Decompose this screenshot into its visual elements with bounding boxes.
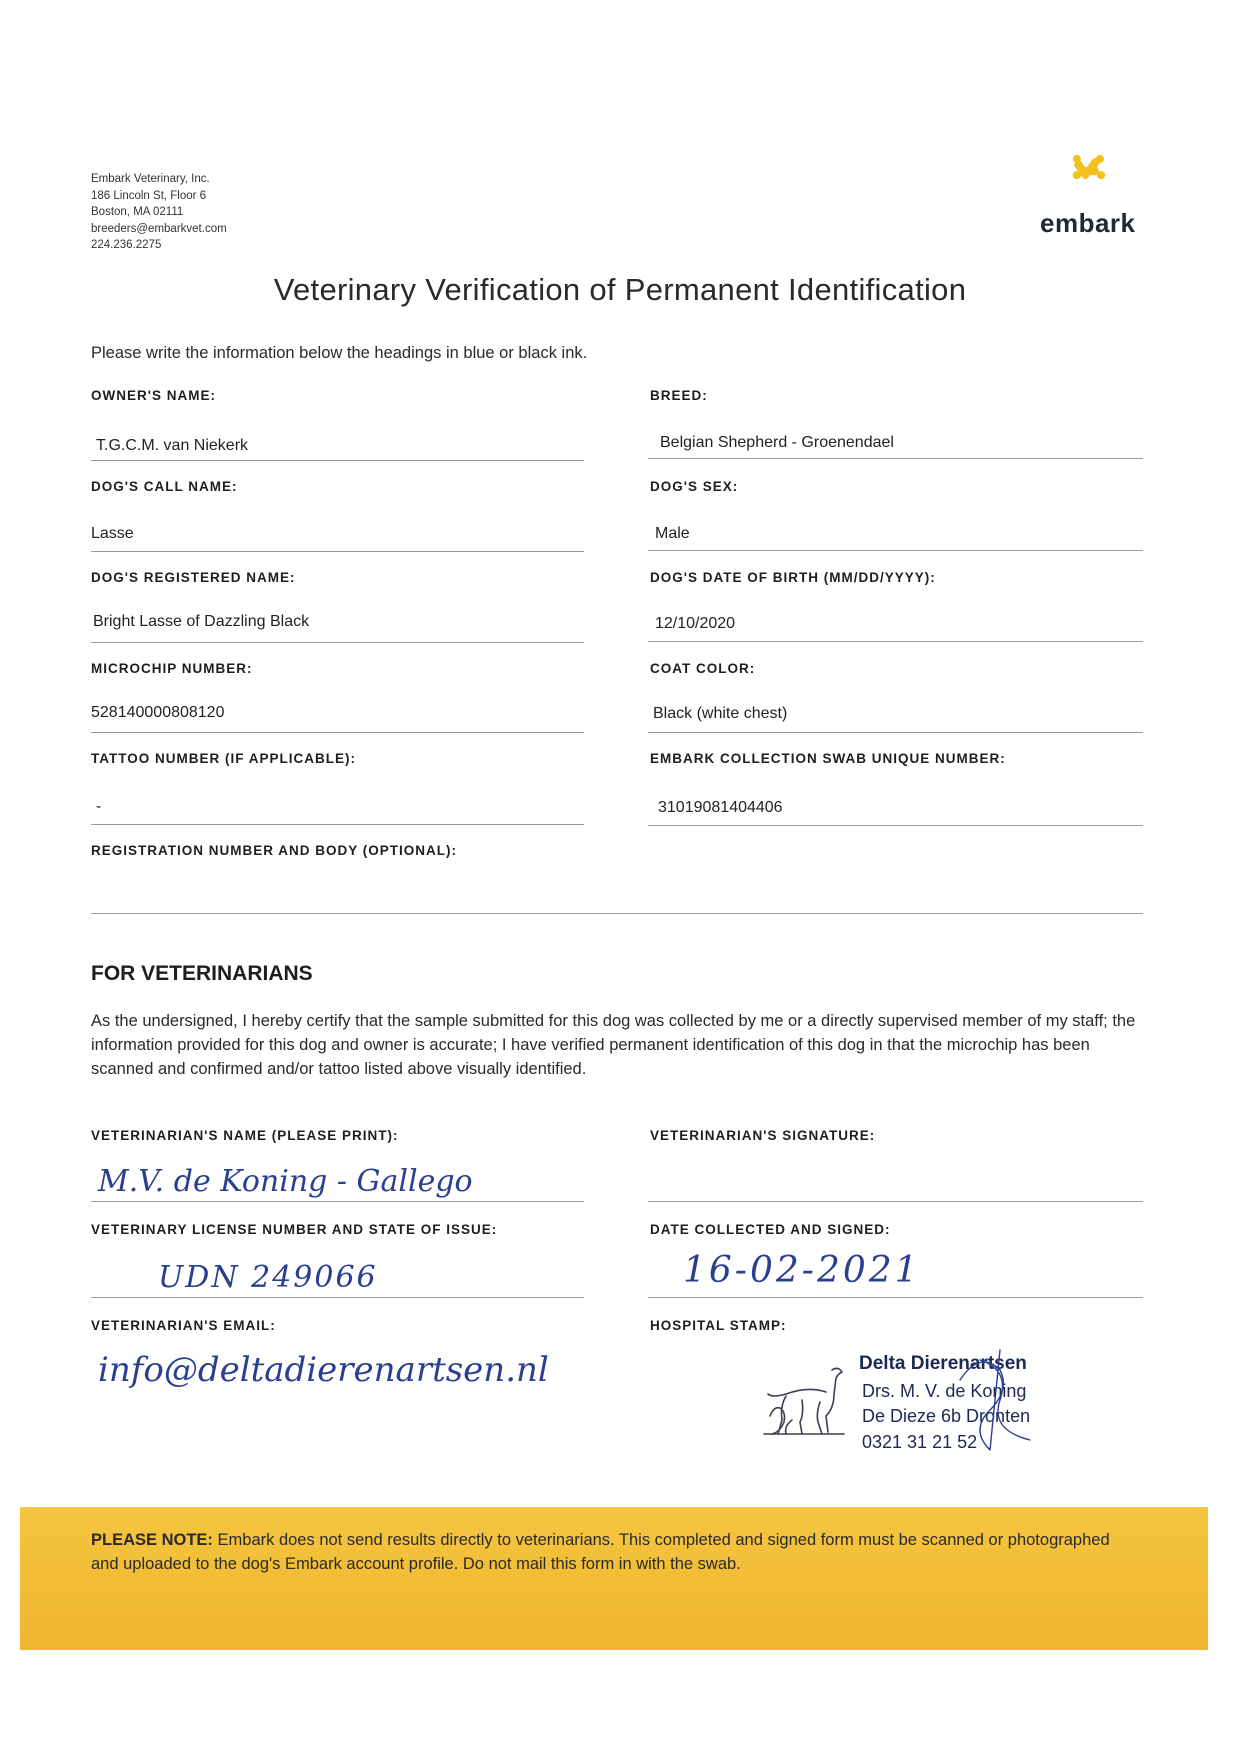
- date-signed-value[interactable]: 16-02-2021: [683, 1250, 921, 1291]
- registration-line: [91, 913, 1143, 914]
- breed-line: [648, 458, 1143, 459]
- microchip-line: [91, 732, 584, 733]
- form-instructions: Please write the information below the headings in blue or black ink.: [91, 344, 588, 362]
- sex-line: [648, 550, 1143, 551]
- vet-license-line: [91, 1297, 584, 1298]
- company-phone: 224.236.2275: [91, 239, 162, 251]
- vet-license-label: VETERINARY LICENSE NUMBER AND STATE OF ISSUE:: [91, 1222, 498, 1237]
- company-street: 186 Lincoln St, Floor 6: [91, 189, 207, 202]
- vet-name-line: [91, 1201, 584, 1202]
- swab-line: [648, 825, 1143, 826]
- note-bold-label: PLEASE NOTE:: [91, 1531, 213, 1549]
- swab-label: EMBARK COLLECTION SWAB UNIQUE NUMBER:: [650, 751, 1006, 766]
- hospital-stamp-label: HOSPITAL STAMP:: [650, 1318, 787, 1333]
- vet-signature-label: VETERINARIAN'S SIGNATURE:: [650, 1128, 876, 1143]
- company-address: [91, 171, 227, 254]
- form-title: Veterinary Verification of Permanent Identification: [273, 272, 967, 307]
- registration-label: REGISTRATION NUMBER AND BODY (OPTIONAL):: [91, 843, 457, 858]
- date-signed-label: DATE COLLECTED AND SIGNED:: [650, 1222, 891, 1237]
- call-name-label: DOG'S CALL NAME:: [91, 479, 238, 494]
- date-signed-line: [648, 1297, 1143, 1298]
- vet-name-label: VETERINARIAN'S NAME (PLEASE PRINT):: [91, 1128, 399, 1143]
- call-name-line: [91, 551, 584, 552]
- vets-heading: FOR VETERINARIANS: [91, 962, 313, 985]
- vet-email-label: VETERINARIAN'S EMAIL:: [91, 1318, 276, 1333]
- call-name-value[interactable]: Lasse: [91, 525, 134, 542]
- owner-name-label: OWNER'S NAME:: [91, 388, 216, 403]
- registered-name-value[interactable]: Bright Lasse of Dazzling Black: [93, 613, 310, 630]
- tattoo-label: TATTOO NUMBER (IF APPLICABLE):: [91, 751, 356, 766]
- note-body: Embark does not send results directly to veterinarians. This completed and signed form must be scanned or photographed and uploaded to the dog's Embark account profile. Do not mail this form in with the swab.: [91, 1531, 1110, 1573]
- company-email: breeders@embarkvet.com: [91, 222, 227, 235]
- owner-name-line: [91, 460, 584, 461]
- microchip-value[interactable]: 528140000808120: [91, 704, 225, 721]
- company-name: Embark Veterinary, Inc.: [91, 173, 210, 185]
- stamp-address-line: De Dieze 6b Dronten: [862, 1406, 1031, 1426]
- tattoo-value[interactable]: -: [96, 798, 102, 815]
- dob-value[interactable]: 12/10/2020: [655, 615, 736, 632]
- owner-name-value[interactable]: T.G.C.M. van Niekerk: [96, 437, 249, 454]
- embark-dog-bone-icon: [1065, 152, 1125, 204]
- signature-scribble: [940, 1340, 1050, 1460]
- tattoo-line: [91, 824, 584, 825]
- vets-certification: As the undersigned, I hereby certify that the sample submitted for this dog was collected by me or a directly supervised member of my staff; the information provided for this dog and owner is accurate; I have verified permanent identification of this dog in that the microchip has been scanned and confirmed and/or tattoo listed above visually identified.: [91, 1012, 1136, 1078]
- dob-line: [648, 641, 1143, 642]
- vet-license-value[interactable]: UDN 249066: [158, 1260, 378, 1295]
- stamp-hospital-name: Delta Dierenartsen: [859, 1353, 1027, 1374]
- stamp-vet-line: Drs. M. V. de Koning: [862, 1381, 1027, 1401]
- embark-logo-text: embark: [1040, 208, 1136, 238]
- dog-cat-stamp-icon: [762, 1362, 846, 1438]
- company-city: Boston, MA 02111: [91, 206, 184, 218]
- sex-value[interactable]: Male: [655, 525, 690, 542]
- registered-name-line: [91, 642, 584, 643]
- vet-signature-line[interactable]: [648, 1201, 1143, 1202]
- swab-value[interactable]: 31019081404406: [658, 799, 783, 816]
- stamp-phone-line: 0321 31 21 52: [862, 1432, 978, 1452]
- coat-color-line: [648, 732, 1143, 733]
- coat-color-value[interactable]: Black (white chest): [653, 705, 788, 722]
- coat-color-label: COAT COLOR:: [650, 661, 756, 676]
- note-text: [91, 1528, 1141, 1576]
- vet-name-value[interactable]: M.V. de Koning - Gallego: [98, 1164, 473, 1199]
- breed-value[interactable]: Belgian Shepherd - Groenendael: [660, 434, 894, 451]
- sex-label: DOG'S SEX:: [650, 479, 739, 494]
- microchip-label: MICROCHIP NUMBER:: [91, 661, 253, 676]
- registered-name-label: DOG'S REGISTERED NAME:: [91, 570, 296, 585]
- dob-label: DOG'S DATE OF BIRTH (MM/DD/YYYY):: [650, 570, 936, 585]
- vet-email-value[interactable]: info@deltadierenartsen.nl: [98, 1350, 549, 1390]
- breed-label: BREED:: [650, 388, 708, 403]
